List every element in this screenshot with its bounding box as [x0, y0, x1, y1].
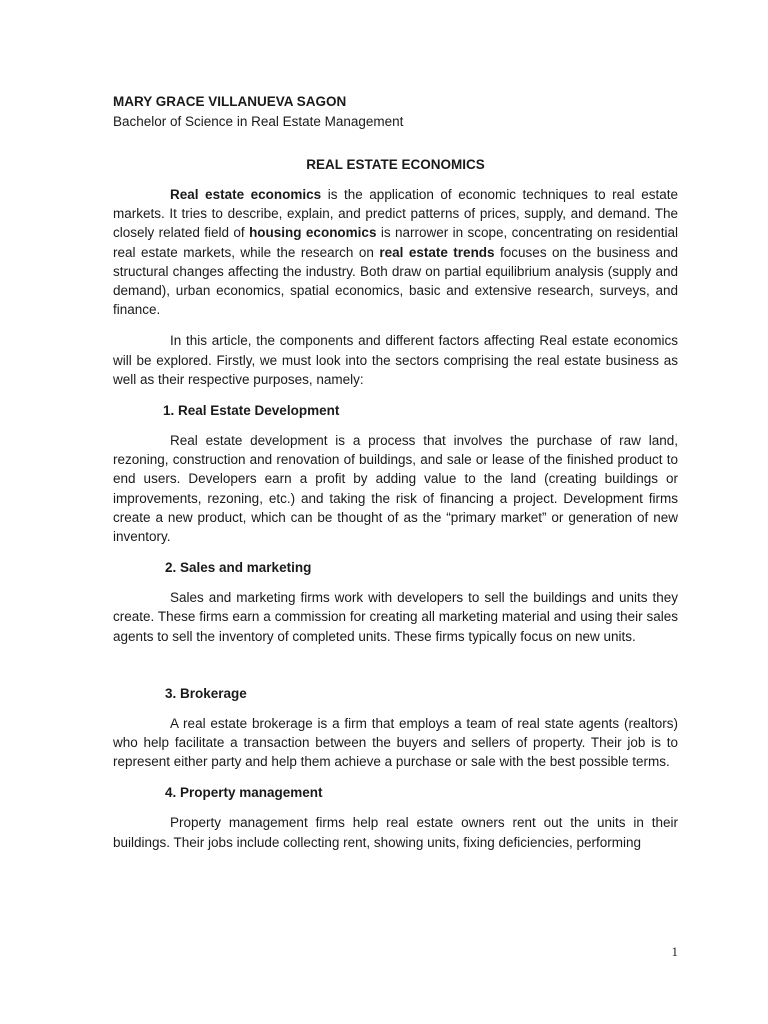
- section-body-property-management: Property management firms help real estate owners rent out the units in their buildings. Their jobs include collecting rent, showing units, fixing deficiencies, performing: [113, 815, 678, 850]
- author-name: MARY GRACE VILLANUEVA SAGON: [113, 94, 347, 109]
- intro-text-2: is narrower in scope, concentrating on residential real estate markets, while the research on: [113, 225, 678, 260]
- section-body-sales-marketing: Sales and marketing firms work with developers to sell the buildings and units they create. These firms earn a commission for creating all marketing material and using their sales agents to sell the inventory of completed units. These firms typically focus on new units.: [113, 590, 678, 644]
- intro-paragraph-2: In this article, the components and different factors affecting Real estate economics will be explored. Firstly, we must look into the sectors comprising the real estate business as well as their respective purposes, namely:: [113, 333, 678, 387]
- intro-text-3: focuses on the business and structural changes affecting the industry. Both draw on partial equilibrium analysis (supply and demand), urban economics, spatial economics, basic and extensive research, surveys, and finance.: [113, 244, 678, 318]
- intro-paragraph-1: [113, 185, 678, 319]
- section-heading-brokerage: 3. Brokerage: [165, 685, 247, 701]
- author-degree: Bachelor of Science in Real Estate Management: [113, 114, 404, 129]
- section-heading-development: 1. Real Estate Development: [163, 403, 340, 419]
- section-heading-property-management: 4. Property management: [165, 785, 323, 801]
- section-heading-sales-marketing: 2. Sales and marketing: [165, 560, 312, 576]
- term-real-estate-economics: Real estate economics: [170, 187, 322, 202]
- section-body-development: Real estate development is a process that involves the purchase of raw land, rezoning, construction and renovation of buildings, and sale or lease of the finished product to end users. Developers earn a profit by adding value to the land (creating buildings or improvements, rezoning, etc.) and taking the risk of financing a project. Development firms create a new product, which can be thought of as the “primary market” or generation of new inventory.: [113, 433, 678, 545]
- blank-line: [113, 658, 678, 684]
- document-title: REAL ESTATE ECONOMICS: [306, 157, 485, 172]
- page-number: 1: [671, 944, 678, 959]
- term-real-estate-trends: real estate trends: [379, 244, 495, 260]
- document-page: [113, 92, 678, 864]
- section-body-brokerage: A real estate brokerage is a firm that employs a team of real state agents (realtors) who help facilitate a transaction between the buyers and sellers of property. Their job is to represent either party and help them achieve a purchase or sale with the best possible terms.: [113, 715, 678, 770]
- term-housing-economics: housing economics: [249, 225, 377, 241]
- intro-text-1: is the application of economic techniques to real estate markets. It tries to describe, explain, and predict patterns of prices, supply, and demand. The closely related field of: [113, 187, 678, 241]
